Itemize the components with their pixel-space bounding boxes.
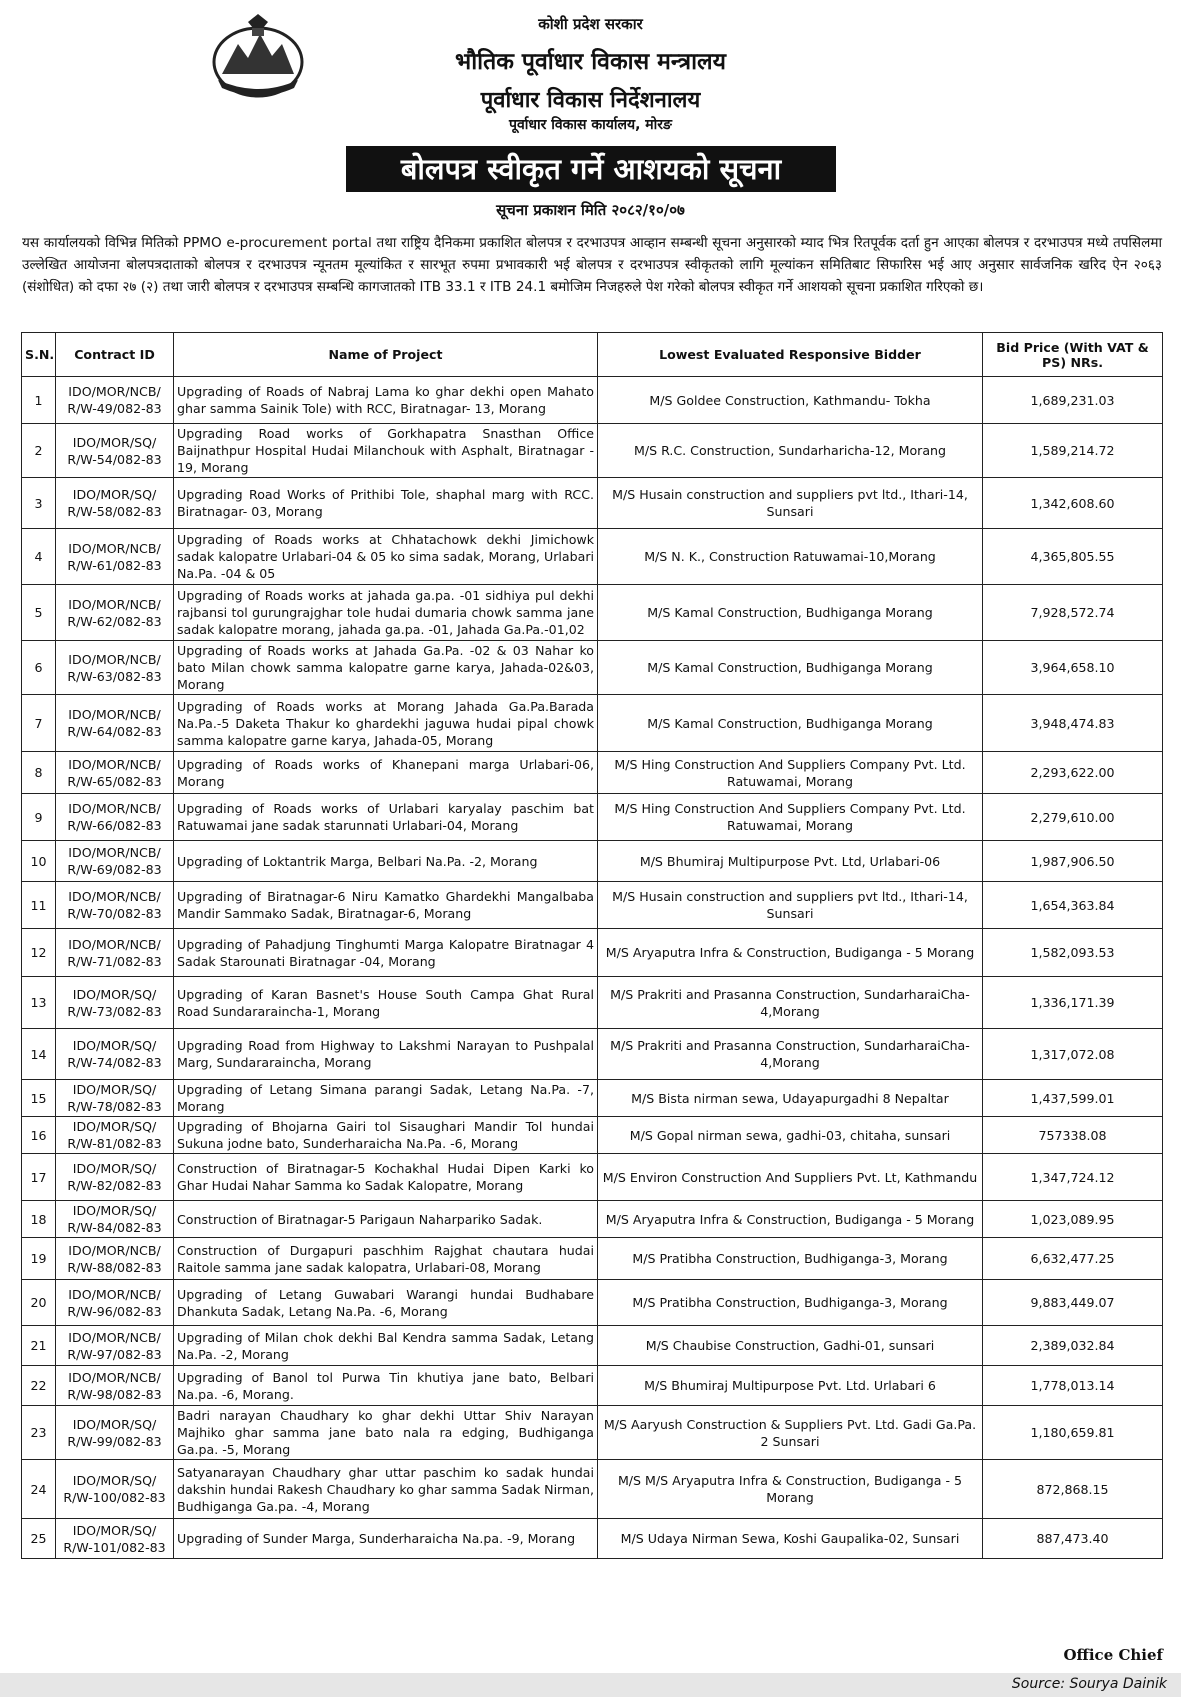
cell-bidder: M/S Aaryush Construction & Suppliers Pvt. Ltd. Gadi Ga.Pa. 2 Sunsari <box>598 1406 983 1460</box>
table-row <box>22 1029 1163 1080</box>
office-name: पूर्वाधार विकास कार्यालय, मोरङ <box>509 117 672 133</box>
cell-cid: IDO/MOR/NCB/ R/W-64/082-83 <box>56 695 174 752</box>
cell-cid: IDO/MOR/NCB/ R/W-62/082-83 <box>56 585 174 641</box>
cell-cid: IDO/MOR/NCB/ R/W-66/082-83 <box>56 794 174 841</box>
intro-paragraph: यस कार्यालयको विभिन्न मितिको PPMO e-procurement portal तथा राष्ट्रिय दैनिकमा प्रकाशित बोलपत्र र दरभाउपत्र आव्हान सम्बन्धी सूचना अनुसारको म्याद भित्र रितपूर्वक दर्ता हुन आएका बोलपत्र र दरभाउपत्र मध्ये तपसिलमा उल्लेखित आयोजना बोलपत्रदाताको बोलपत्र र दरभाउपत्र न्यूनतम मूल्यांकित र सारभूत रुपमा प्रभावकारी भई बोलपत्र र दरभाउपत्र स्वीकृतको लागि मूल्यांकन समितिबाट सिफारिस भई आए अनुसार सार्वजनिक खरिद ऐन २०६३ (संशोधित) को दफा २७ (२) तथा जारी बोलपत्र र दरभाउपत्र सम्बन्धि कागजातको ITB 33.1 र ITB 24.1 बमोजिम निजहरुले पेश गरेको बोलपत्र स्वीकृत गर्ने आशयको सूचना प्रकाशित गरिएको छ। <box>22 235 1162 295</box>
cell-sn: 13 <box>22 977 56 1029</box>
cell-bidder: M/S Pratibha Construction, Budhiganga-3, Morang <box>598 1238 983 1280</box>
cell-price: 1,987,906.50 <box>983 841 1163 882</box>
cell-project: Upgrading of Roads works of Khanepani marga Urlabari-06, Morang <box>174 752 598 794</box>
publication-date: सूचना प्रकाशन मिति २०८२/१०/०७ <box>496 201 685 219</box>
table-row <box>22 977 1163 1029</box>
cell-sn: 10 <box>22 841 56 882</box>
cell-project: Upgrading of Letang Simana parangi Sadak, Letang Na.Pa. -7, Morang <box>174 1080 598 1117</box>
cell-price: 6,632,477.25 <box>983 1238 1163 1280</box>
cell-sn: 19 <box>22 1238 56 1280</box>
signatory: Office Chief <box>1063 1646 1163 1664</box>
cell-cid: IDO/MOR/SQ/ R/W-73/082-83 <box>56 977 174 1029</box>
cell-project: Upgrading of Milan chok dekhi Bal Kendra samma Sadak, Letang Na.Pa. -2, Morang <box>174 1326 598 1366</box>
cell-cid: IDO/MOR/SQ/ R/W-101/082-83 <box>56 1519 174 1559</box>
cell-project: Upgrading Road from Highway to Lakshmi Narayan to Pushpalal Marg, Sundararaincha, Morang <box>174 1029 598 1080</box>
cell-sn: 25 <box>22 1519 56 1559</box>
cell-cid: IDO/MOR/NCB/ R/W-65/082-83 <box>56 752 174 794</box>
cell-price: 2,293,622.00 <box>983 752 1163 794</box>
notice-header <box>0 0 1181 222</box>
directorate-name: पूर्वाधार विकास निर्देशनालय <box>480 88 701 113</box>
table-row <box>22 377 1163 424</box>
cell-price: 1,582,093.53 <box>983 929 1163 977</box>
cell-project: Upgrading Road works of Gorkhapatra Snasthan Office Baijnathpur Hospital Hudai Milanchouk with Asphalt, Biratnagar - 19, Morang <box>174 424 598 478</box>
cell-cid: IDO/MOR/NCB/ R/W-97/082-83 <box>56 1326 174 1366</box>
cell-project: Badri narayan Chaudhary ko ghar dekhi Uttar Shiv Narayan Majhiko ghar samma jane bato nala ra edging, Budhiganga Ga.pa. -5, Morang <box>174 1406 598 1460</box>
table-row <box>22 1117 1163 1154</box>
header-contract-id: Contract ID <box>56 333 174 377</box>
cell-bidder: M/S Hing Construction And Suppliers Company Pvt. Ltd. Ratuwamai, Morang <box>598 794 983 841</box>
cell-sn: 7 <box>22 695 56 752</box>
source-bar <box>0 1673 1181 1697</box>
table-row <box>22 794 1163 841</box>
table-row <box>22 1366 1163 1406</box>
cell-project: Upgrading of Loktantrik Marga, Belbari Na.Pa. -2, Morang <box>174 841 598 882</box>
header-bidder: Lowest Evaluated Responsive Bidder <box>598 333 983 377</box>
cell-bidder: M/S Aryaputra Infra & Construction, Budiganga - 5 Morang <box>598 929 983 977</box>
table-row <box>22 1238 1163 1280</box>
cell-bidder: M/S Udaya Nirman Sewa, Koshi Gaupalika-02, Sunsari <box>598 1519 983 1559</box>
cell-sn: 18 <box>22 1201 56 1238</box>
cell-project: Upgrading of Pahadjung Tinghumti Marga Kalopatre Biratnagar 4 Sadak Starounati Biratnagar -04, Morang <box>174 929 598 977</box>
cell-bidder: M/S Pratibha Construction, Budhiganga-3, Morang <box>598 1280 983 1326</box>
table-body <box>22 377 1163 1559</box>
cell-sn: 15 <box>22 1080 56 1117</box>
cell-sn: 4 <box>22 529 56 585</box>
cell-project: Upgrading of Roads of Nabraj Lama ko ghar dekhi open Mahato ghar samma Sainik Tole) with RCC, Biratnagar- 13, Morang <box>174 377 598 424</box>
table-row <box>22 929 1163 977</box>
bid-acceptance-table <box>21 332 1163 1559</box>
table-row <box>22 1406 1163 1460</box>
cell-project: Upgrading of Karan Basnet's House South Campa Ghat Rural Road Sundararaincha-1, Morang <box>174 977 598 1029</box>
cell-price: 3,964,658.10 <box>983 641 1163 695</box>
cell-cid: IDO/MOR/SQ/ R/W-74/082-83 <box>56 1029 174 1080</box>
header-project-name: Name of Project <box>174 333 598 377</box>
header-bid-price: Bid Price (With VAT & PS) NRs. <box>983 333 1163 377</box>
cell-sn: 5 <box>22 585 56 641</box>
notice-title-banner: बोलपत्र स्वीकृत गर्ने आशयको सूचना <box>346 146 836 192</box>
cell-sn: 21 <box>22 1326 56 1366</box>
cell-cid: IDO/MOR/SQ/ R/W-54/082-83 <box>56 424 174 478</box>
cell-bidder: M/S N. K., Construction Ratuwamai-10,Morang <box>598 529 983 585</box>
cell-price: 1,437,599.01 <box>983 1080 1163 1117</box>
cell-price: 1,778,013.14 <box>983 1366 1163 1406</box>
cell-project: Upgrading Road Works of Prithibi Tole, shaphal marg with RCC. Biratnagar- 03, Morang <box>174 478 598 529</box>
cell-bidder: M/S Prakriti and Prasanna Construction, SundarharaiCha- 4,Morang <box>598 1029 983 1080</box>
cell-sn: 12 <box>22 929 56 977</box>
table-row <box>22 478 1163 529</box>
table-row <box>22 424 1163 478</box>
cell-sn: 16 <box>22 1117 56 1154</box>
cell-bidder: M/S Kamal Construction, Budhiganga Morang <box>598 695 983 752</box>
cell-sn: 14 <box>22 1029 56 1080</box>
table-row <box>22 641 1163 695</box>
cell-project: Upgrading of Bhojarna Gairi tol Sisaughari Mandir Tol hundai Sukuna jodne bato, Sunderharaicha Na.Pa. -6, Morang <box>174 1117 598 1154</box>
cell-price: 1,347,724.12 <box>983 1154 1163 1201</box>
source-credit: Source: Sourya Dainik <box>1011 1676 1167 1692</box>
cell-project: Upgrading of Roads works at Jahada Ga.Pa. -02 & 03 Nahar ko bato Milan chowk samma kalopatre garne karya, Jahada-02&03, Morang <box>174 641 598 695</box>
cell-bidder: M/S Prakriti and Prasanna Construction, SundarharaiCha- 4,Morang <box>598 977 983 1029</box>
cell-bidder: M/S Bhumiraj Multipurpose Pvt. Ltd. Urlabari 6 <box>598 1366 983 1406</box>
table-row <box>22 585 1163 641</box>
table-row <box>22 1519 1163 1559</box>
cell-price: 757338.08 <box>983 1117 1163 1154</box>
cell-cid: IDO/MOR/SQ/ R/W-99/082-83 <box>56 1406 174 1460</box>
cell-price: 1,317,072.08 <box>983 1029 1163 1080</box>
table-row <box>22 1080 1163 1117</box>
cell-cid: IDO/MOR/SQ/ R/W-81/082-83 <box>56 1117 174 1154</box>
cell-project: Upgrading of Roads works at Morang Jahada Ga.Pa.Barada Na.Pa.-5 Daketa Thakur ko ghardekhi jaguwa hudai pipal chowk samma kalopatre garne karya, Jahada-05, Morang <box>174 695 598 752</box>
cell-price: 887,473.40 <box>983 1519 1163 1559</box>
provincial-government-line: कोशी प्रदेश सरकार <box>538 15 643 33</box>
cell-cid: IDO/MOR/SQ/ R/W-82/082-83 <box>56 1154 174 1201</box>
cell-price: 2,279,610.00 <box>983 794 1163 841</box>
table-row <box>22 695 1163 752</box>
cell-bidder: M/S Kamal Construction, Budhiganga Morang <box>598 585 983 641</box>
cell-price: 872,868.15 <box>983 1460 1163 1519</box>
table-row <box>22 1460 1163 1519</box>
cell-bidder: M/S Kamal Construction, Budhiganga Morang <box>598 641 983 695</box>
cell-sn: 6 <box>22 641 56 695</box>
cell-sn: 1 <box>22 377 56 424</box>
cell-project: Construction of Biratnagar-5 Kochakhal Hudai Dipen Karki ko Ghar Hudai Nahar Samma ko Sadak Kalopatre, Morang <box>174 1154 598 1201</box>
cell-sn: 23 <box>22 1406 56 1460</box>
cell-price: 1,336,171.39 <box>983 977 1163 1029</box>
cell-bidder: M/S Bhumiraj Multipurpose Pvt. Ltd, Urlabari-06 <box>598 841 983 882</box>
cell-bidder: M/S Husain construction and suppliers pvt ltd., Ithari-14, Sunsari <box>598 882 983 929</box>
cell-cid: IDO/MOR/SQ/ R/W-78/082-83 <box>56 1080 174 1117</box>
cell-sn: 9 <box>22 794 56 841</box>
cell-project: Upgrading of Roads works of Urlabari karyalay paschim bat Ratuwamai jane sadak starunnati Urlabari-04, Morang <box>174 794 598 841</box>
cell-bidder: M/S Bista nirman sewa, Udayapurgadhi 8 Nepaltar <box>598 1080 983 1117</box>
cell-project: Upgrading of Biratnagar-6 Niru Kamatko Ghardekhi Mangalbaba Mandir Sammako Sadak, Biratnagar-6, Morang <box>174 882 598 929</box>
cell-price: 1,589,214.72 <box>983 424 1163 478</box>
cell-cid: IDO/MOR/NCB/ R/W-70/082-83 <box>56 882 174 929</box>
table-row <box>22 752 1163 794</box>
cell-cid: IDO/MOR/SQ/ R/W-84/082-83 <box>56 1201 174 1238</box>
cell-cid: IDO/MOR/NCB/ R/W-98/082-83 <box>56 1366 174 1406</box>
cell-price: 1,023,089.95 <box>983 1201 1163 1238</box>
cell-project: Construction of Biratnagar-5 Parigaun Naharpariko Sadak. <box>174 1201 598 1238</box>
cell-cid: IDO/MOR/SQ/ R/W-58/082-83 <box>56 478 174 529</box>
cell-project: Upgrading of Sunder Marga, Sunderharaicha Na.pa. -9, Morang <box>174 1519 598 1559</box>
cell-price: 1,689,231.03 <box>983 377 1163 424</box>
cell-bidder: M/S Goldee Construction, Kathmandu- Tokha <box>598 377 983 424</box>
header-sn: S.N. <box>22 333 56 377</box>
cell-cid: IDO/MOR/SQ/ R/W-100/082-83 <box>56 1460 174 1519</box>
cell-sn: 17 <box>22 1154 56 1201</box>
cell-bidder: M/S Environ Construction And Suppliers Pvt. Lt, Kathmandu <box>598 1154 983 1201</box>
cell-price: 9,883,449.07 <box>983 1280 1163 1326</box>
cell-bidder: M/S R.C. Construction, Sundarharicha-12, Morang <box>598 424 983 478</box>
table-row <box>22 882 1163 929</box>
cell-price: 1,180,659.81 <box>983 1406 1163 1460</box>
cell-bidder: M/S Gopal nirman sewa, gadhi-03, chitaha, sunsari <box>598 1117 983 1154</box>
table-row <box>22 1201 1163 1238</box>
cell-cid: IDO/MOR/NCB/ R/W-63/082-83 <box>56 641 174 695</box>
cell-bidder: M/S Husain construction and suppliers pvt ltd., Ithari-14, Sunsari <box>598 478 983 529</box>
cell-sn: 2 <box>22 424 56 478</box>
cell-price: 1,342,608.60 <box>983 478 1163 529</box>
table-header-row <box>22 333 1163 377</box>
cell-cid: IDO/MOR/NCB/ R/W-49/082-83 <box>56 377 174 424</box>
cell-sn: 11 <box>22 882 56 929</box>
table-row <box>22 1326 1163 1366</box>
cell-sn: 3 <box>22 478 56 529</box>
cell-project: Satyanarayan Chaudhary ghar uttar paschim ko sadak hundai dakshin hundai Rakesh Chaudhary ko ghar samma Sadak Nirman, Budhiganga Ga.pa. -4, Morang <box>174 1460 598 1519</box>
table-row <box>22 1154 1163 1201</box>
cell-project: Upgrading of Letang Guwabari Warangi hundai Budhabare Dhankuta Sadak, Letang Na.Pa. -6, Morang <box>174 1280 598 1326</box>
cell-cid: IDO/MOR/NCB/ R/W-69/082-83 <box>56 841 174 882</box>
cell-sn: 20 <box>22 1280 56 1326</box>
cell-project: Construction of Durgapuri paschhim Rajghat chautara hudai Raitole samma jane sadak kalopatra, Urlabari-08, Morang <box>174 1238 598 1280</box>
cell-price: 4,365,805.55 <box>983 529 1163 585</box>
cell-bidder: M/S Hing Construction And Suppliers Company Pvt. Ltd. Ratuwamai, Morang <box>598 752 983 794</box>
cell-price: 1,654,363.84 <box>983 882 1163 929</box>
table-row <box>22 529 1163 585</box>
cell-project: Upgrading of Roads works at jahada ga.pa. -01 sidhiya pul dekhi rajbansi tol gurungrajghar tole hudai dumaria chowk samma jane sadak kalopatre morang, jahada ga.pa. -01, Jahada Ga.Pa.-01,02 <box>174 585 598 641</box>
cell-cid: IDO/MOR/NCB/ R/W-61/082-83 <box>56 529 174 585</box>
cell-price: 7,928,572.74 <box>983 585 1163 641</box>
table-row <box>22 1280 1163 1326</box>
cell-project: Upgrading of Banol tol Purwa Tin khutiya jane bato, Belbari Na.pa. -6, Morang. <box>174 1366 598 1406</box>
cell-bidder: M/S Chaubise Construction, Gadhi-01, sunsari <box>598 1326 983 1366</box>
cell-cid: IDO/MOR/NCB/ R/W-96/082-83 <box>56 1280 174 1326</box>
cell-sn: 8 <box>22 752 56 794</box>
cell-cid: IDO/MOR/NCB/ R/W-88/082-83 <box>56 1238 174 1280</box>
cell-cid: IDO/MOR/NCB/ R/W-71/082-83 <box>56 929 174 977</box>
cell-price: 3,948,474.83 <box>983 695 1163 752</box>
cell-project: Upgrading of Roads works at Chhatachowk dekhi Jimichowk sadak kalopatre Urlabari-04 & 05 ko sima sadak, Morang, Urlabari Na.Pa. -04 & 05 <box>174 529 598 585</box>
table-row <box>22 841 1163 882</box>
cell-sn: 24 <box>22 1460 56 1519</box>
cell-bidder: M/S Aryaputra Infra & Construction, Budiganga - 5 Morang <box>598 1201 983 1238</box>
cell-bidder: M/S M/S Aryaputra Infra & Construction, Budiganga - 5 Morang <box>598 1460 983 1519</box>
cell-sn: 22 <box>22 1366 56 1406</box>
cell-price: 2,389,032.84 <box>983 1326 1163 1366</box>
ministry-name: भौतिक पूर्वाधार विकास मन्त्रालय <box>455 49 726 75</box>
